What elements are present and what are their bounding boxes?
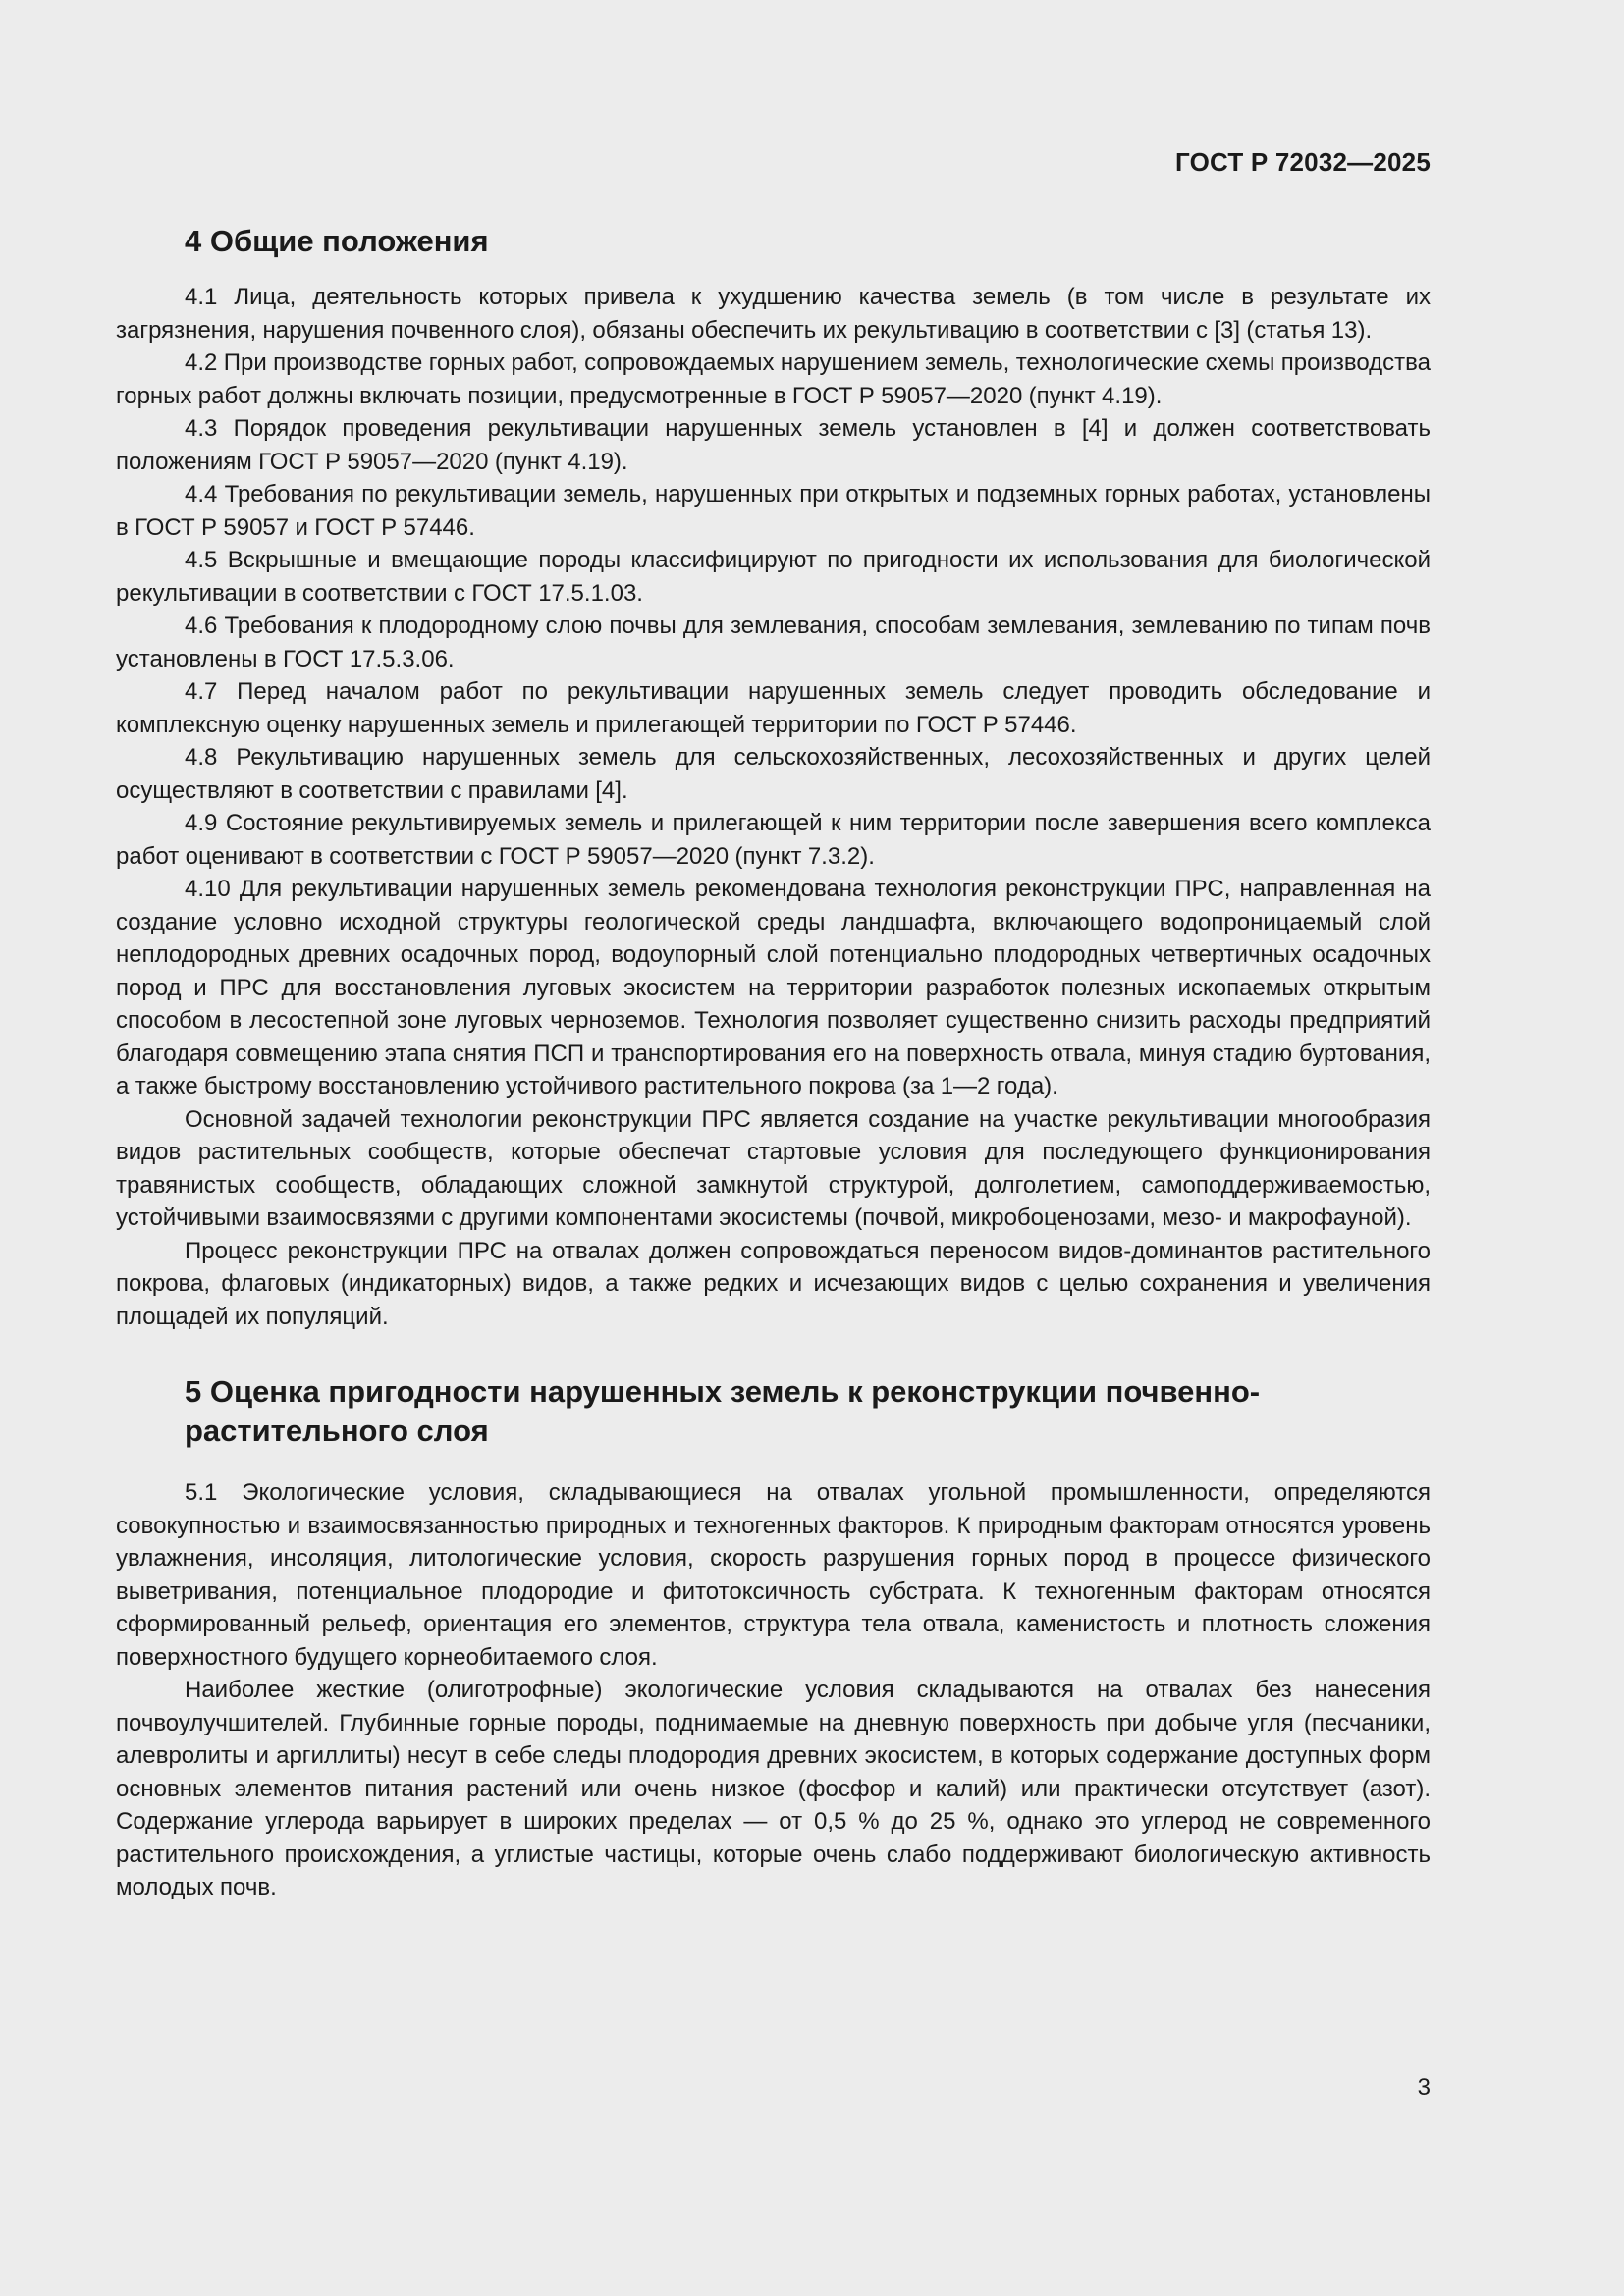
section-4-title: 4 Общие положения: [185, 224, 489, 258]
paragraph-4-3: 4.3 Порядок проведения рекультивации нарушенных земель установлен в [4] и должен соответствовать положениям ГОСТ Р 59057—2020 (пункт 4.19).: [116, 415, 1431, 475]
paragraph-4-10-continued-2: Процесс реконструкции ПРС на отвалах должен сопровождаться переносом видов-доминантов растительного покрова, флаговых (индикаторных) видов, а также редких и исчезающих видов с целью сохранения и увеличения площадей их популяций.: [116, 1237, 1431, 1330]
paragraph-4-4: 4.4 Требования по рекультивации земель, нарушенных при открытых и подземных горных работах, установлены в ГОСТ Р 59057 и ГОСТ Р 57446.: [116, 481, 1431, 541]
paragraph-4-2: 4.2 При производстве горных работ, сопровождаемых нарушением земель, технологические схемы производства горных работ должны включать позиции, предусмотренные в ГОСТ Р 59057—2020 (пункт 4.19).: [116, 349, 1431, 409]
paragraph-5-1-continued: Наиболее жесткие (олиготрофные) экологические условия складываются на отвалах без нанесения почвоулучшителей. Глубинные горные породы, поднимаемые на дневную поверхность при добыче угля (песчаники, алевролиты и аргиллиты) несут в себе следы плодородия древних экосистем, в которых содержание доступных форм основных элементов питания растений или очень низкое (фосфор и калий) или практически отсутствует (азот). Содержание углерода варьирует в широких пределах — от 0,5 % до 25 %, однако это углерод не современного растительного происхождения, а углистые частицы, которые очень слабо поддерживают биологическую активность молодых почв.: [116, 1677, 1431, 1900]
page-number: 3: [1417, 2074, 1431, 2101]
paragraph-4-9: 4.9 Состояние рекультивируемых земель и прилегающей к ним территории после завершения всего комплекса работ оценивают в соответствии с ГОСТ Р 59057—2020 (пункт 7.3.2).: [116, 810, 1431, 870]
section-5-title: 5 Оценка пригодности нарушенных земель к реконструкции почвенно-растительного слоя: [185, 1374, 1261, 1448]
paragraph-4-5: 4.5 Вскрышные и вмещающие породы классифицируют по пригодности их использования для биологической рекультивации в соответствии с ГОСТ 17.5.1.03.: [116, 547, 1431, 607]
paragraph-4-8: 4.8 Рекультивацию нарушенных земель для сельскохозяйственных, лесохозяйственных и других целей осуществляют в соответствии с правилами [4].: [116, 744, 1431, 804]
paragraph-5-1: 5.1 Экологические условия, складывающиеся на отвалах угольной промышленности, определяются совокупностью и взаимосвязанностью природных и техногенных факторов. К природным факторам относятся уровень увлажнения, инсоляция, литологические условия, скорость разрушения горных пород в процессе физического выветривания, потенциальное плодородие и фитотоксичность субстрата. К техногенным факторам относятся сформированный рельеф, ориентация его элементов, структура тела отвала, каменистость и плотность сложения поверхностного будущего корнеобитаемого слоя.: [116, 1479, 1431, 1671]
page-content: [116, 222, 1431, 1904]
document-code-header: ГОСТ Р 72032—2025: [1175, 147, 1431, 177]
paragraph-4-1: 4.1 Лица, деятельность которых привела к ухудшению качества земель (в том числе в результате их загрязнения, нарушения почвенного слоя), обязаны обеспечить их рекультивацию в соответствии с [3] (статья 13).: [116, 284, 1431, 344]
paragraph-4-7: 4.7 Перед началом работ по рекультивации нарушенных земель следует проводить обследование и комплексную оценку нарушенных земель и прилегающей территории по ГОСТ Р 57446.: [116, 678, 1431, 738]
paragraph-4-10-continued-1: Основной задачей технологии реконструкции ПРС является создание на участке рекультивации многообразия видов растительных сообществ, которые обеспечат стартовые условия для последующего функционирования травянистых сообществ, обладающих сложной замкнутой структурой, долголетием, самоподдерживаемостью, устойчивыми взаимосвязями с другими компонентами экосистемы (почвой, микробоценозами, мезо- и макрофауной).: [116, 1105, 1431, 1231]
paragraph-4-6: 4.6 Требования к плодородному слою почвы для землевания, способам землевания, землеванию по типам почв установлены в ГОСТ 17.5.3.06.: [116, 613, 1431, 672]
paragraph-4-10: 4.10 Для рекультивации нарушенных земель рекомендована технология реконструкции ПРС, направленная на создание условно исходной структуры геологической среды ландшафта, включающего водопроницаемый слой неплодородных древних осадочных пород, водоупорный слой потенциально плодородных четвертичных осадочных пород и ПРС для восстановления луговых экосистем на территории разработок полезных ископаемых открытым способом в лесостепной зоне луговых черноземов. Технология позволяет существенно снизить расходы предприятий благодаря совмещению этапа снятия ПСП и транспортирования его на поверхность отвала, минуя стадию буртования, а также быстрому восстановлению устойчивого растительного покрова (за 1—2 года).: [116, 876, 1431, 1099]
